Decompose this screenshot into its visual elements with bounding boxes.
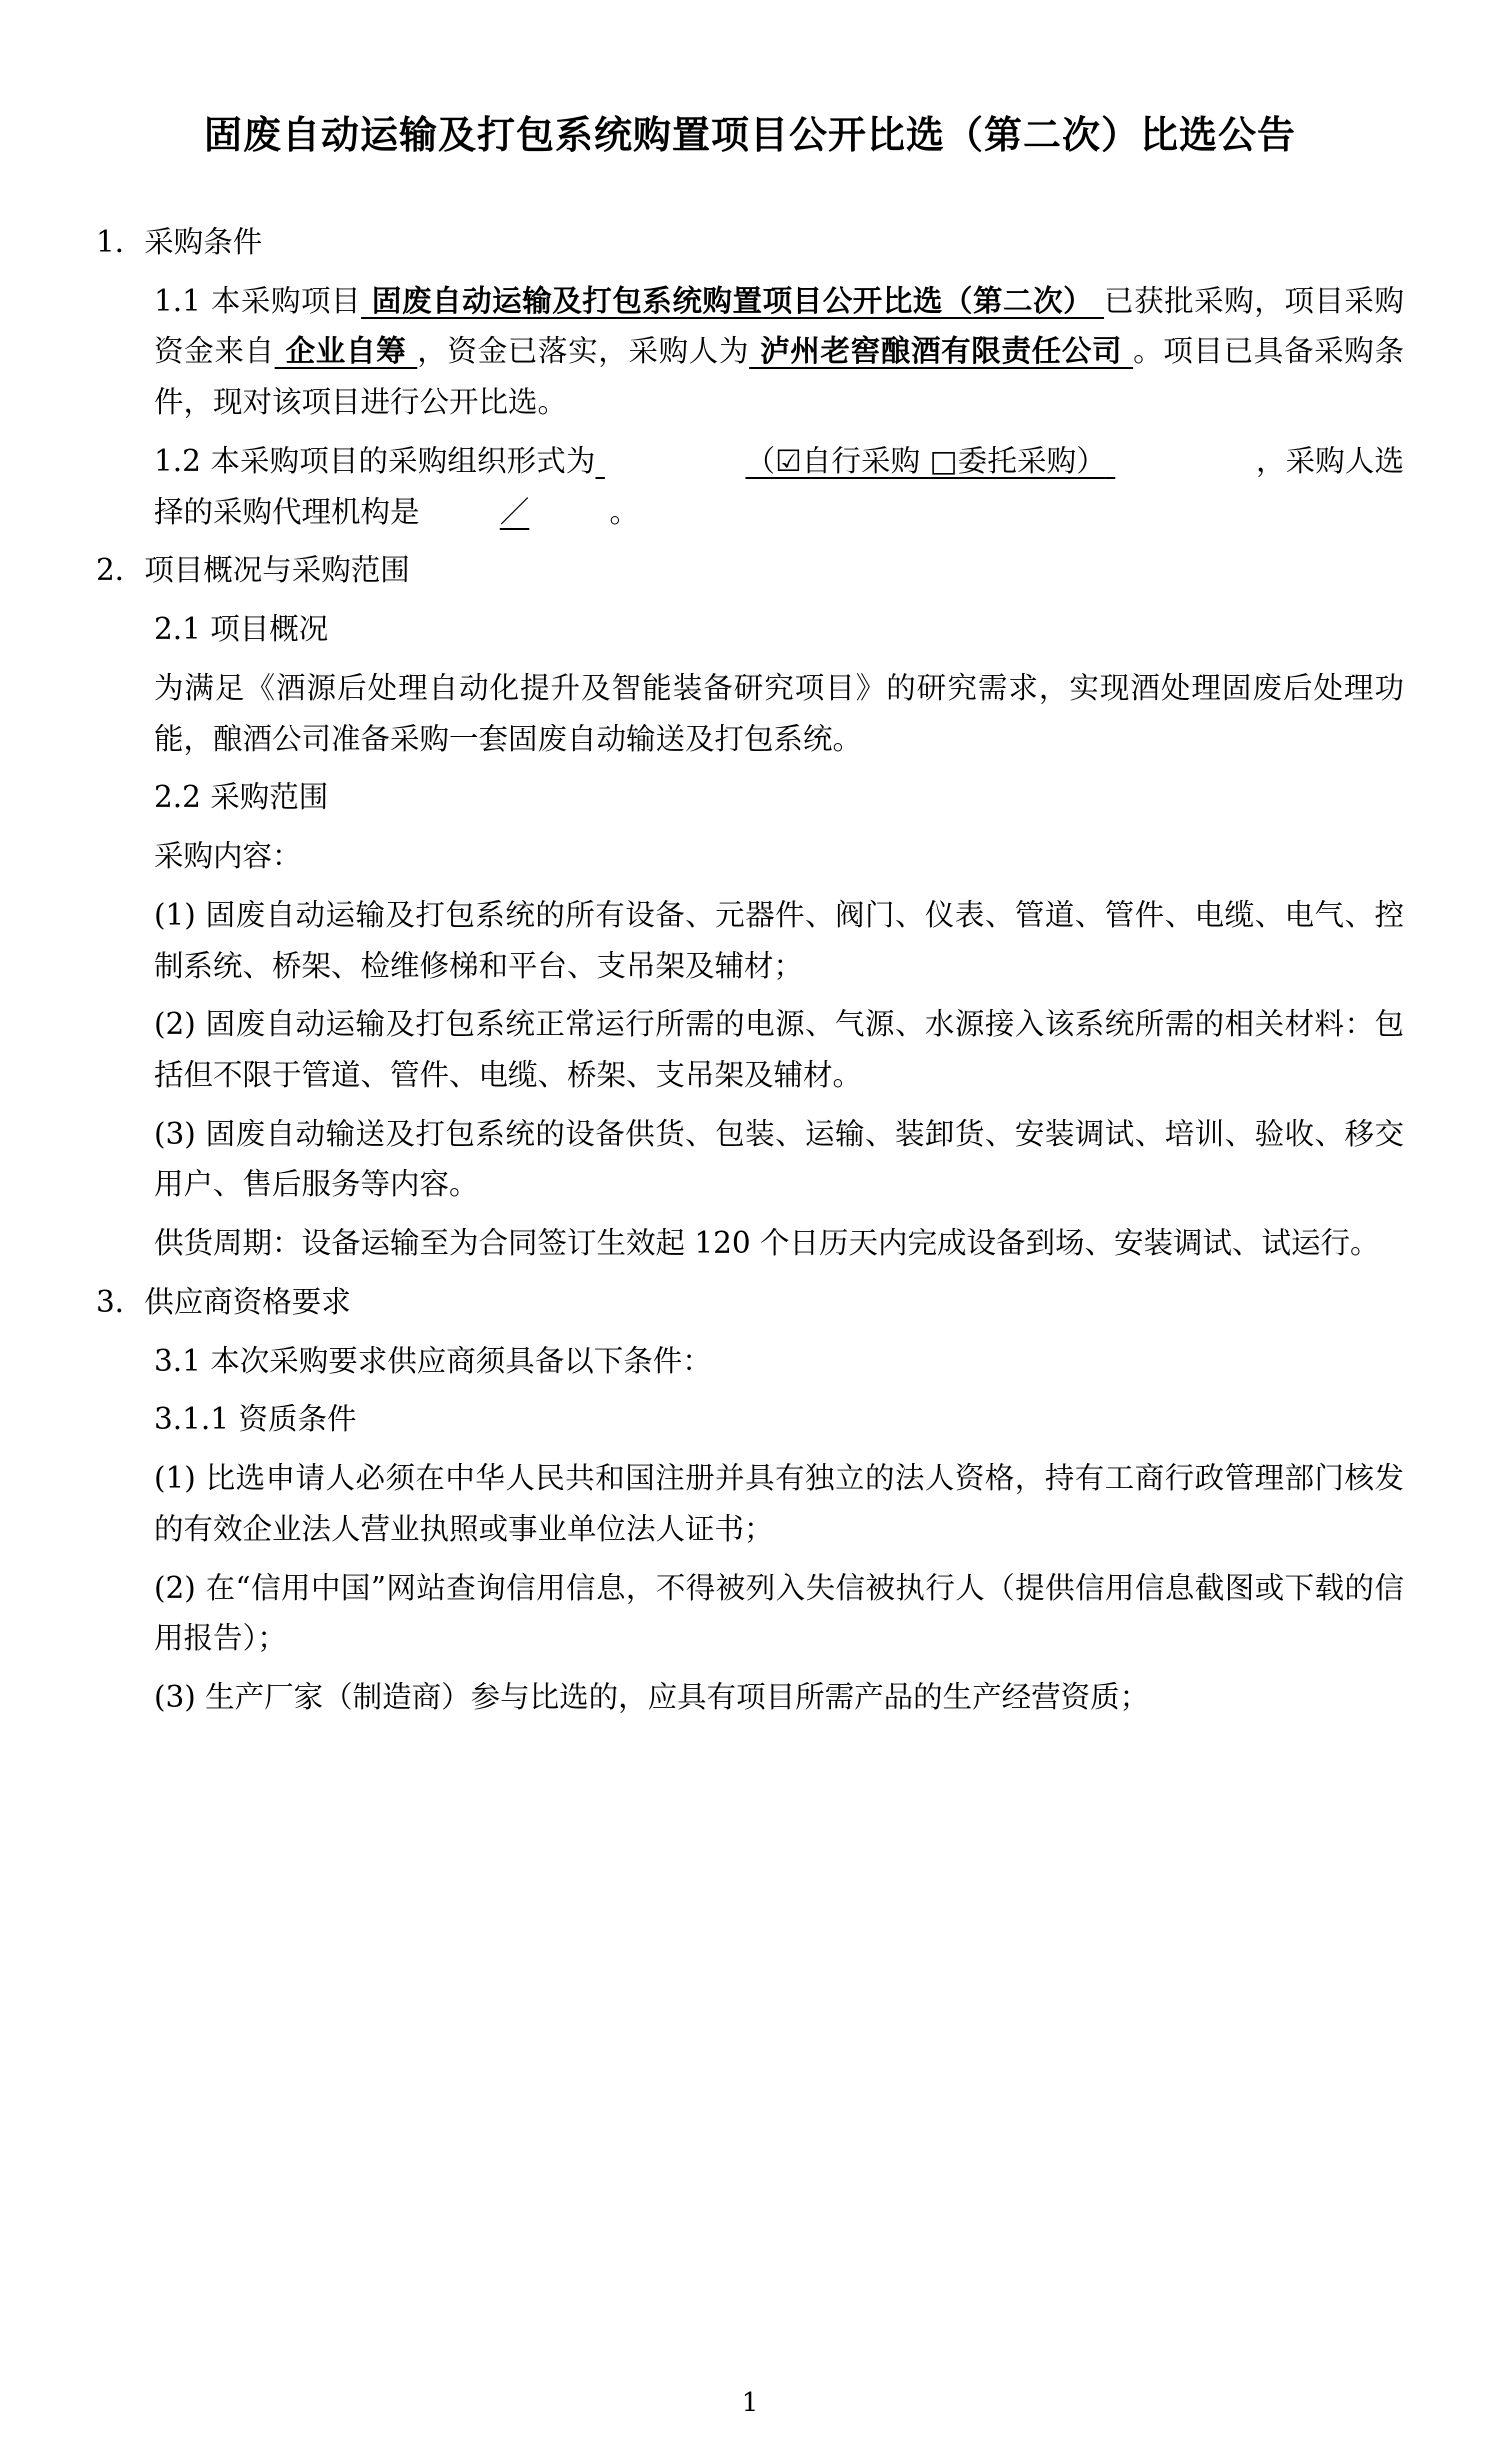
clause-1-2-organization-option: （☑自行采购 □委托采购） bbox=[745, 443, 1106, 478]
clause-1-1-project-name: 固废自动运输及打包系统购置项目公开比选（第二次） bbox=[361, 282, 1105, 318]
clause-1-2-agency-value: ／ bbox=[499, 494, 530, 529]
section-2-1-heading: 2.1 项目概况 bbox=[154, 612, 329, 647]
section-2-2-heading: 2.2 采购范围 bbox=[154, 780, 329, 815]
clause-1-2 bbox=[96, 436, 1404, 537]
qualification-item-3: (3) 生产厂家（制造商）参与比选的，应具有项目所需产品的生产经营资质； bbox=[154, 1680, 1150, 1715]
clause-1-1-text-b: 已获批采购，项目采购资金来自 bbox=[154, 283, 1404, 369]
qualification-item-2: (2) 在“信用中国”网站查询信用信息，不得被列入失信被执行人（提供信用信息截图或下载的信用报告）； bbox=[154, 1570, 1404, 1656]
page-number: 1 bbox=[741, 2388, 759, 2418]
clause-1-1-purchaser-name: 泸州老窖酿酒有限责任公司 bbox=[749, 333, 1134, 369]
section-2-heading: 2．项目概况与采购范围 bbox=[96, 553, 410, 588]
section-2-2-lead: 采购内容： bbox=[154, 839, 302, 874]
section-1-heading: 1．采购条件 bbox=[96, 225, 263, 259]
scope-item-1: (1) 固废自动运输及打包系统的所有设备、元器件、阀门、仪表、管道、管件、电缆、电气、控制系统、桥架、检维修梯和平台、支吊架及辅材； bbox=[154, 897, 1404, 983]
section-3-heading: 3．供应商资格要求 bbox=[96, 1284, 351, 1319]
clause-1-1-funding-source: 企业自筹 bbox=[274, 333, 418, 369]
page-title: 固废自动运输及打包系统购置项目公开比选（第二次）比选公告 bbox=[203, 112, 1296, 157]
delivery-period: 供货周期：设备运输至为合同签订生效起 120 个日历天内完成设备到场、安装调试、试运行。 bbox=[154, 1226, 1380, 1261]
clause-1-2-text-c: 。 bbox=[609, 494, 640, 529]
scope-item-2: (2) 固废自动运输及打包系统正常运行所需的电源、气源、水源接入该系统所需的相关材料：包括但不限于管道、管件、电缆、桥架、支吊架及辅材。 bbox=[154, 1007, 1404, 1093]
scope-item-3: (3) 固废自动输送及打包系统的设备供货、包装、运输、装卸货、安装调试、培训、验收、移交用户、售后服务等内容。 bbox=[154, 1116, 1404, 1202]
clause-1-1-text-a: 1.1 本采购项目 bbox=[154, 283, 362, 318]
section-3-1-heading: 3.1 本次采购要求供应商须具备以下条件： bbox=[154, 1343, 712, 1378]
clause-1-1 bbox=[96, 276, 1404, 428]
section-2-1-text: 为满足《酒源后处理自动化提升及智能装备研究项目》的研究需求，实现酒处理固废后处理功能，酿酒公司准备采购一套固废自动输送及打包系统。 bbox=[154, 670, 1404, 756]
clause-1-2-text-a: 1.2 本采购项目的采购组织形式为 bbox=[154, 443, 596, 478]
clause-1-1-text-d: 。项目已具备采购条件，现对该项目进行公开比选。 bbox=[154, 334, 1404, 420]
section-3-1-1-heading: 3.1.1 资质条件 bbox=[154, 1402, 357, 1437]
clause-1-1-text-c: ，资金已落实，采购人为 bbox=[417, 334, 750, 369]
qualification-item-1: (1) 比选申请人必须在中华人民共和国注册并具有独立的法人资格，持有工商行政管理部门核发的有效企业法人营业执照或事业单位法人证书； bbox=[154, 1461, 1404, 1546]
clause-1-2-text-b: ，采购人选择的采购代理机构是 bbox=[154, 443, 1404, 529]
